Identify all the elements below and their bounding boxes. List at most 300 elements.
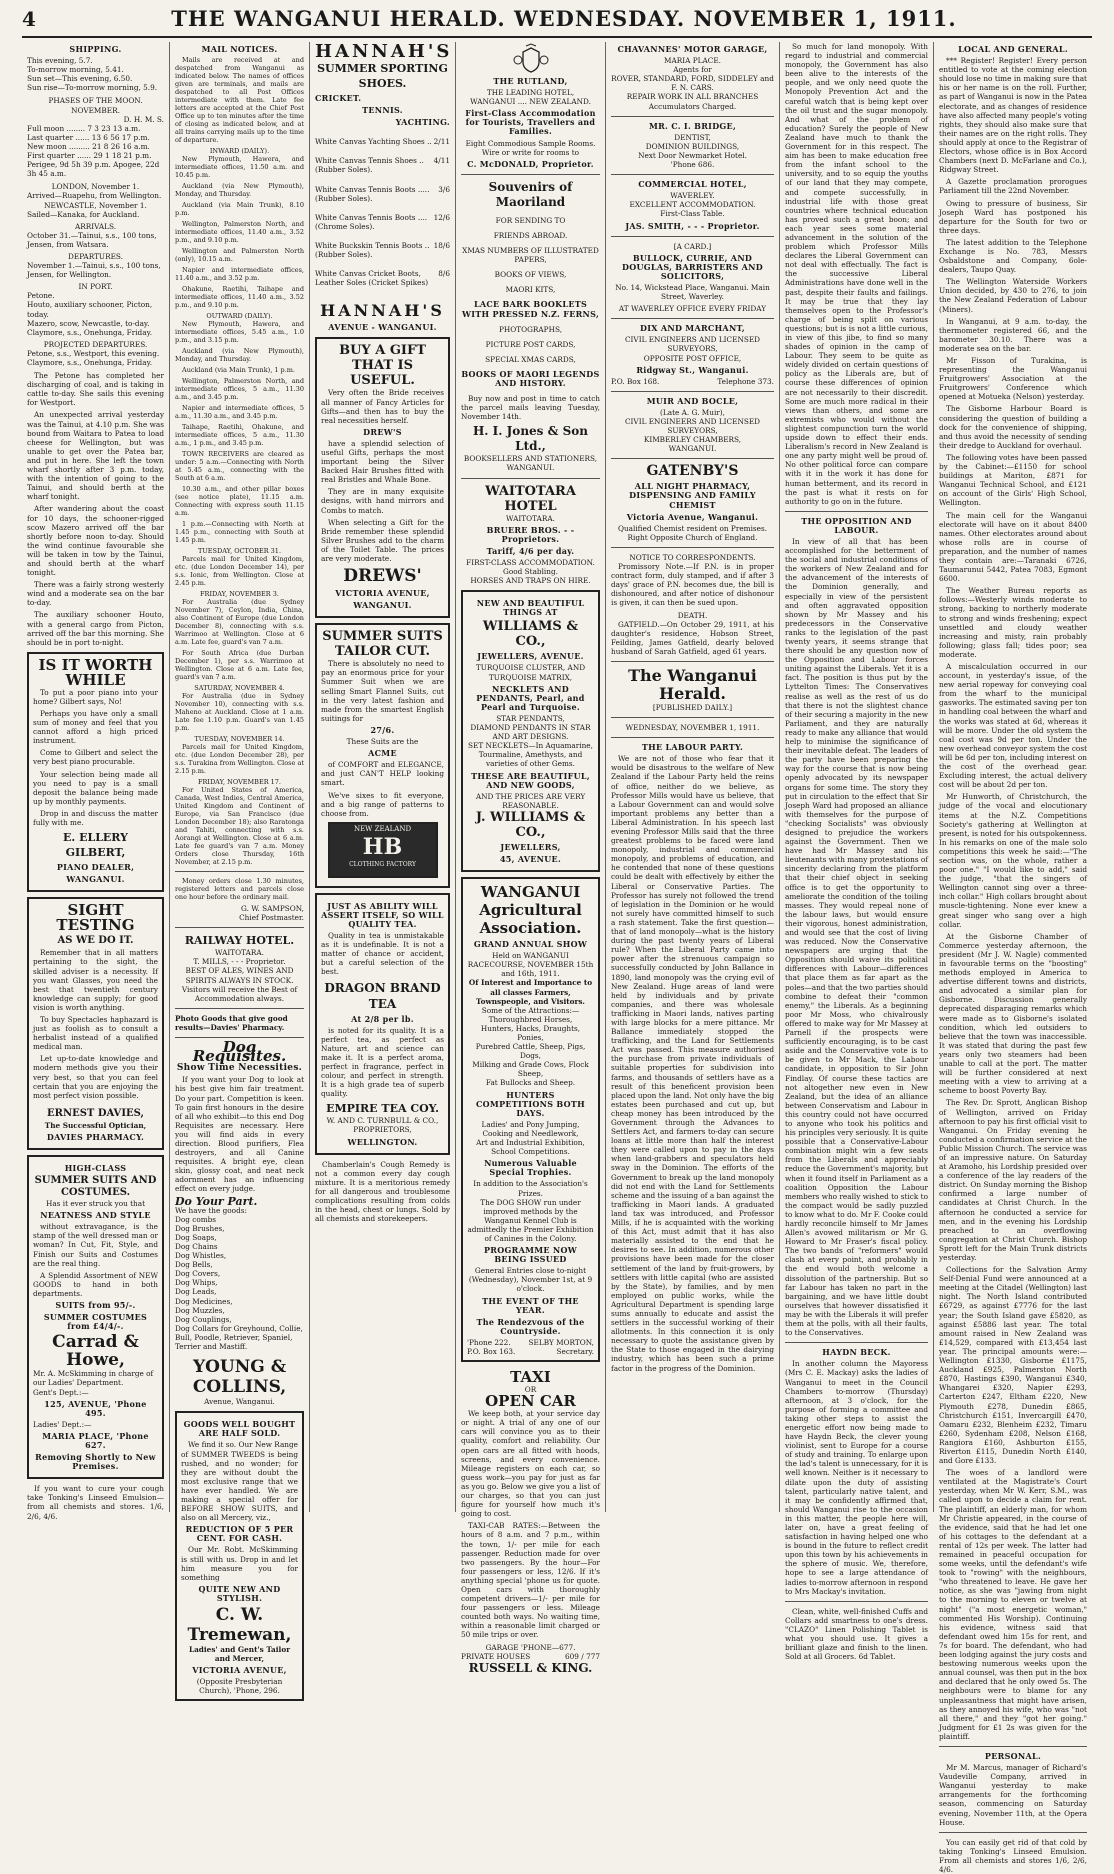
dogs-part: Do Your Part. <box>175 1194 258 1208</box>
piano-para: To put a poor piano into your home? Gilbert says, No! <box>33 687 158 706</box>
bridge-addr: DOMINION BUILDINGS, <box>645 141 740 151</box>
show-line: General Entries close to-night (Wednesday), November 1st, at 9 o'clock. <box>468 1266 593 1294</box>
show-sub: GRAND ANNUAL SHOW <box>473 939 588 950</box>
railway-hotel-town: WAITOTARA. <box>215 948 264 958</box>
rutland-addr: WANGANUI .... NEW ZEALAND. <box>470 97 591 107</box>
local-para: Collections for the Salvation Army Self-Denial Fund were announced at a meeting at the Citadel (Wellington) last night. The North Island contributed £6729, as against £7776 for the last year; the South Island gave £5820, as against £5886 last year. The total amount raised in New Zealand was £14,529, compared with £13,454 last year. The principal amounts were:—Wellington £1330, Gisborne £1175, Auckland £925, Palmerston North £870, Hastings £390, Wanganui £340, Whangarei £320, Napier £293, Carterton £247, Eltham £220, New Plymouth £278, Dunedin £865, Christchurch £151, Invercargill £470, Oamaru £232, Blenheim £232, Timaru £260, Sydenham £208, Nelson £168, Rangiora £160, Ashburton £155, Riverton £115, Dunedin North £140, and Gore £133. <box>939 1265 1087 1466</box>
drews-intro: Very often the Bride receives all manner of Fancy Articles for Gifts—and then has to buy the real necessities herself. <box>321 388 444 425</box>
carrad-addr: Ladies' Dept.:— <box>33 1419 92 1429</box>
williams-advert <box>461 590 600 872</box>
piano-para: Drop in and discuss the matter fully with me. <box>33 808 158 828</box>
column-3 <box>310 42 456 1512</box>
carrad-line: NEATNESS AND STYLE <box>40 1210 151 1221</box>
dix-addr2: Ridgway St., Wanganui. <box>636 364 749 375</box>
piano-dealer-name: E. ELLERY GILBERT, <box>63 831 128 860</box>
tremewan-advert <box>175 1411 304 1701</box>
dix-name: DIX AND MARCHANT, <box>639 323 746 334</box>
personal-heading: PERSONAL. <box>984 1750 1042 1761</box>
carrad-line: Has it ever struck you that <box>45 1199 146 1209</box>
death-heading: DEATH. <box>677 610 708 620</box>
dogs-item: Dog Muzzles, <box>175 1305 225 1315</box>
local-para: At the Gisborne Chamber of Commerce yesterday afternoon, the president (Mr J. W. Nagle) commented in favourable terms on the "boosting" methods employed in America to advertise different towns and districts, and advocated a similar plan for Gisborne. Discussion generally deprecated disparaging remarks which were made as to Gisborne's isolated condition, which led outsiders to believe that the town was inaccessible. It was stated that during the past few years only two steamers had been unable to call at the port. The matter will be further considered at next meeting with a view to arriving at a scheme to boost Poverty Bay. <box>939 931 1087 1096</box>
chamberlain-notice: Chamberlain's Cough Remedy is not a common every day cough mixture. It is a meritorious remedy for all dangerous and troublesome complications resulting from colds in the head, chest or lungs. Sold by all chemists and storekeepers. <box>315 1159 450 1224</box>
correspondents-body: Promissory Note.—If P.N. is in proper contract form, duly stamped, and if after 3 days' grace of P.N. becomes due, the bill is dishonoured, and after notice of dishonour is given, it can then be sued upon. <box>611 562 774 608</box>
show-line: Numerous Valuable Special Trophies. <box>484 1158 577 1178</box>
sight-para: Remember that in all matters pertaining to the sight, the skilled adviser is a necessity. If you want Glasses, you need the best that twentieth century knowledge can supply; for good vision is worth anything. <box>33 948 158 1012</box>
hannah-item: White Canvas Tennis Shoes .. (Rubber Soles). 4/11 <box>315 156 450 175</box>
column-7 <box>934 42 1092 1874</box>
postmaster-title: Chief Postmaster. <box>239 913 304 923</box>
show-line: Thoroughbred Horses, <box>488 1014 573 1024</box>
williams-line: JEWELLERS, AVENUE. <box>477 651 584 662</box>
souvenirs-line: SPECIAL XMAS CARDS, <box>485 354 576 364</box>
shipping-narrative: The Petone has completed her discharging of coal, and is taking in cattle to-day. She sails this evening for Westport. <box>27 371 164 408</box>
piano-para: Come to Gilbert and select the very best piano procurable. <box>33 748 158 767</box>
taxi-private: PRIVATE HOUSES 609 / 777 <box>461 1651 600 1661</box>
souvenirs-line: BOOKS OF MAORI LEGENDS AND HISTORY. <box>461 368 600 388</box>
herald-date: WEDNESDAY, NOVEMBER 1, 1911. <box>625 723 760 733</box>
mail-inward: New Plymouth, Hawera, and intermediate offices, 11.50 a.m. and 10.45 p.m. <box>175 155 304 180</box>
local-para: The woes of a landlord were ventilated at the Magistrate's Court yesterday, when Mr W. Kerr, S.M., was called upon to decide a claim for rent. The plaintiff, an elderly man, for whom Mr Christie appeared, in the course of the evidence, said that he had let one of his cottages to the defendant at a rental of 12s per week. The latter had remained in peaceful occupation for some weeks, until the defendant's wife took to "rowing" with the neighbours, "who threatened to leave. He gave her notice, as she was "jawing from night to the morning to eleven or twelve at night" ("a most energetic woman," commented His Worship). Continuing his evidence, witness said that defendant owed him 15s for rent, and 7s for board. The defendant, who had been lodging against the jury costs and bestowing numerous weeks upon the annual counsel, was then put in the box and declared that he only owed 5s. The neighbours were to blame for any unpleasantness that might have arisen, as they annoyed his wife, who was "not all there," and they "got her going." Judgment for £1 2s was given for the plaintiff. <box>939 1468 1087 1741</box>
bridge-trade: DENTIST, <box>674 132 711 142</box>
show-line: PROGRAMME NOW BEING ISSUED <box>483 1245 578 1265</box>
williams-sub: JEWELLERS, <box>500 841 561 852</box>
hannah-heading: HANNAH'S <box>315 41 453 62</box>
show-advert <box>461 877 600 1362</box>
tremewan-name: C. W. Tremewan, <box>187 1605 292 1645</box>
commercial-prop: JAS. SMITH, - - - Proprietor. <box>625 220 760 231</box>
show-line: The Rendezvous of the Countryside. <box>476 1316 585 1336</box>
show-dates: Held on WANGANUI RACECOURSE, NOVEMBER 15th and 16th, 1911. <box>467 951 594 979</box>
gatenby-sub: ALL NIGHT PHARMACY, DISPENSING AND FAMILY CHEMIST <box>629 481 756 510</box>
muir-town: WANGANUI. <box>668 444 717 454</box>
tremewan-heading: GOODS WELL BOUGHT ARE HALF SOLD. <box>183 1419 296 1439</box>
tea-body2: is noted for its quality. It is a perfect tea, as perfect as Nature, art and science can make it. It is a perfect aroma, perfect in fragrance, perfect in colour, and perfect in strength. It is a high grade tea of superb quality. <box>321 1025 444 1099</box>
moon-note: Perigee, 9d 5h 39 p.m. Apogee, 22d 3h 45 a.m. <box>27 160 160 179</box>
souvenirs-line: MAORI KITS, <box>505 285 556 295</box>
williams-addr: 45, AVENUE. <box>499 853 562 864</box>
optician-place: DAVIES PHARMACY. <box>46 1131 145 1142</box>
piano-advert <box>27 652 164 893</box>
shipping-body-line: IN PORT. <box>78 282 113 292</box>
dogs-item: Dog Couplings, <box>175 1314 232 1324</box>
williams-line: STAR PENDANTS, <box>496 713 565 723</box>
williams-line: SET NECKLETS—In Aquamarine, Tourmaline, Amethysts, and varieties of other Gems. <box>468 741 593 769</box>
local-para: Owing to pressure of business, Sir Joseph Ward has postponed his departure for the South for two or three days. <box>939 198 1087 235</box>
optician-name: ERNEST DAVIES, <box>47 1107 144 1119</box>
railway-hotel-heading: RAILWAY HOTEL. <box>184 934 295 948</box>
commercial-line: EXCELLENT ACCOMMODATION. <box>629 200 756 210</box>
dogs-list-intro: We have the goods: <box>175 1205 247 1215</box>
moon-row: New moon ......... 21 8 26 16 a.m. <box>27 141 150 151</box>
local-para: A Gazette proclamation prorogues Parliament till the 22nd November. <box>939 177 1087 196</box>
hannah-item: White Buckskin Tennis Boots .. (Rubber Soles). 18/6 <box>315 240 450 260</box>
chavannes-addr: MARIA PLACE. <box>664 56 721 66</box>
drews-addr: VICTORIA AVENUE, <box>335 588 430 599</box>
shipping-body-line: DEPARTURES. <box>68 251 123 261</box>
clazo-notice: Clean, white, well-finished Cuffs and Collars add smartness to one's dress. "CLAZO" Linen Polishing Tablet is what you should use. It gives a brilliant glaze and finish to the linen. Sold at all Grocers. 6d Tablet. <box>785 1606 928 1662</box>
hannah-item: White Canvas Tennis Boots .... (Chrome Soles). 12/6 <box>315 212 450 231</box>
hannah-cat: YACHTING. <box>395 117 450 128</box>
hannah-item: White Canvas Yachting Shoes .. 2/11 <box>315 137 450 147</box>
mail-inward: Wellington and Palmerston North (only), 10.15 a.m. <box>175 247 304 264</box>
young-collins-addr: Avenue, Wanganui. <box>204 1397 275 1407</box>
williams-line: THESE ARE BEAUTIFUL, AND NEW GOODS, <box>471 770 590 790</box>
souvenirs-line: PHOTOGRAPHS, <box>498 324 563 334</box>
bullock-addr: No. 14, Wickstead Place, Wanganui. Main Street, Waverley. <box>615 282 770 302</box>
shipping-body-line: Houto, auxiliary schooner, Picton, today. <box>27 300 153 319</box>
rutland-line: First-Class Accommodation for Tourists, Travellers and Families. <box>465 108 596 137</box>
outward-heading: OUTWARD (DAILY). <box>206 312 273 321</box>
hannah-cat: CRICKET. <box>315 93 362 103</box>
mail-inward: Ohakune, Raetihi, Taihape and intermediate offices, 11.40 a.m., 3.52 p.m., and 9.10 p.m. <box>175 285 304 310</box>
shipping-narrative: An unexpected arrival yesterday was the Tainui, at 4.10 p.m. She was bound from Waitara to Patea to load cheese for Wellington, but was unable to get over the Patea bar, and put in here. She left the town wharf shortly after 3 p.m. today, with the intention of going to the Tainui, and should berth at the wharf tonight. <box>27 410 164 502</box>
commercial-town: WAVERLEY. <box>670 191 715 201</box>
carrad-firm: Carrad & Howe, <box>52 1332 139 1371</box>
tailor-price: 27/6. <box>370 724 395 735</box>
sight-advert <box>27 897 164 1150</box>
shipping-body-line: Petone. <box>27 291 55 301</box>
bridge-phone: 'Phone 686. <box>670 160 715 170</box>
dix-trade: CIVIL ENGINEERS AND LICENSED SURVEYORS, <box>624 335 761 354</box>
overseas-line: SATURDAY, NOVEMBER 4. <box>194 684 285 693</box>
chavannes-line: REPAIR WORK IN ALL BRANCHES <box>626 92 759 102</box>
dogs-item: Dog Bells, <box>175 1260 213 1270</box>
column-5 <box>606 42 780 1512</box>
piano-heading: IS IT WORTH WHILE <box>38 655 153 689</box>
tremewan-body: We find it so. Our New Range of SUMMER TWEEDS is being rushed, and no wonder; for they are without doubt the most exclusive range that we have ever handled. We are making a special offer for BEFORE SHOW SUITS, and also on all Mercery, viz., <box>181 1440 298 1523</box>
labour-heading: THE LABOUR PARTY. <box>641 742 744 753</box>
local-para: In Wanganui, at 9 a.m. to-day, the thermometer registered 66, and the barometer 30.10. There was a moderate sea on the bar. <box>939 316 1087 353</box>
tea-body: Quality in tea is unmistakable as it is undefinable. It is not a matter of chance or accident, but a careful selection of the best. <box>321 931 444 977</box>
local-para: Mr Hunworth, of Christchurch, the judge of the vocal and elocutionary items at the N.Z. Competitions Society's gathering at Wellington at present, is noted for his outspokenness. In his remarks on one of the male solo competitions this week he said:—"The section was, on the whole, rather a poor one." "I would like to add," said the judge, "that the singers of Wellington cannot sing over a three-inch collar." High collars brought about muscle-tightening. None ever knew a great singer who sang over a high collar. <box>939 792 1087 929</box>
chavannes-line: Accumulators Charged. <box>648 101 737 111</box>
tea-advert <box>315 893 450 1155</box>
bridge-addr2: Next Door Newmarket Hotel. <box>638 150 747 160</box>
column-4 <box>456 42 606 1675</box>
show-line: HUNTERS COMPETITIONS BOTH DAYS. <box>475 1089 586 1118</box>
show-line: THE EVENT OF THE YEAR. <box>482 1295 579 1315</box>
young-collins-firm: YOUNG & COLLINS, <box>192 1357 287 1398</box>
williams-name: WILLIAMS & CO., <box>482 619 579 650</box>
overseas-line: For South Africa (due Durban December 1), per s.s. Warrimoo at Wellington. Close at 6 a.m. Late fee, guard's van 7 a.m. <box>175 649 304 682</box>
show-line: Hunters, Hacks, Draughts, Ponies, <box>480 1023 581 1042</box>
overseas-line: FRIDAY, NOVEMBER 3. <box>200 590 279 599</box>
railway-hotel-line: BEST OF ALES, WINES AND SPIRITS ALWAYS IN STOCK. <box>185 966 294 985</box>
local-para: The Weather Bureau reports as follows:—Westerly winds moderate to strong, backing to northerly moderate to strong and winds freshening; expect unsettled and cloudy weather increasing and misty, rain probably following; glass fall; tides poor; sea moderate. <box>939 586 1087 659</box>
carrad-line: without extravagance, is the stamp of the well dressed man or woman? In Cut, Fit, Style, and Finish our Suits and Costumes are the real thing. <box>33 1222 158 1268</box>
tea-owners: W. AND C. TURNBULL & CO., <box>326 1116 439 1126</box>
souvenirs-line: BOOKS OF VIEWS, <box>494 270 567 280</box>
souvenirs-note: Buy now and post in time to catch the parcel mails leaving Tuesday, November 14th. <box>461 394 600 422</box>
bridge-name: MR. C. I. BRIDGE, <box>648 120 737 131</box>
drews-town: WANGANUI. <box>353 600 412 611</box>
tailor-advert <box>315 623 450 888</box>
waitotara-line: HORSES AND TRAPS ON HIRE. <box>470 576 591 586</box>
coat-of-arms-icon <box>512 44 550 74</box>
souvenirs-heading: Souvenirs of Maoriland <box>488 179 573 209</box>
drews-heading: BUY A GIFT THAT IS USEFUL. <box>339 343 426 389</box>
mail-outward: Napier and intermediate offices, 5 a.m., 11.30 a.m., and 3.45 p.m. <box>175 404 304 421</box>
mail-heading: MAIL NOTICES. <box>201 44 278 54</box>
drews-advert <box>315 337 450 618</box>
hannah-footer: HANNAH'S <box>320 301 445 321</box>
tea-heading: JUST AS ABILITY WILL ASSERT ITSELF, SO WILL QUALITY TEA. <box>321 900 444 929</box>
overseas-line: FRIDAY, NOVEMBER 17. <box>197 778 281 787</box>
opposition-heading: THE OPPOSITION AND LABOUR. <box>801 515 912 535</box>
local-para: The Rev. Dr. Sprott, Anglican Bishop of Wellington, arrived on Friday afternoon to pay his first official visit to Wanganui. On Friday evening he conducted a confirmation service at the Public Mission Church. The service was of an impressive nature. On Saturday at Aramoho, his Lordship presided over a conference of the lay readers of the district. On Sunday morning the Bishop confirmed a large number of candidates at Christ Church. In the afternoon he conducted a service for men, and in the evening his Lordship preached to an overflowing congregation at Christ Church. Bishop Sprott left for the Main Trunk districts yesterday. <box>939 1098 1087 1262</box>
overseas-line: Parcels mail for United Kingdom, etc. (due London December 28), per s.s. Turakina from Wellington. Close at 2.15 p.m. <box>175 743 304 776</box>
shipping-body-line: NEWCASTLE, November 1. <box>44 200 147 210</box>
taxi-or: OR <box>524 1385 537 1395</box>
dogs-item: Dog Brushes, <box>175 1223 225 1233</box>
local-para: The main cell for the Wanganui electorate will have on it about 8400 names. Other electorates around about whose rolls are in course of preparation, and the number of names they contain are:—Taranaki 6726, Taumarunui 5442, Patea 7083, Egmont 6600. <box>939 510 1087 584</box>
mail-outward: Wellington, Palmerston North, and intermediate offices, 5 a.m., 11.30 a.m., and 3.45 p.m. <box>175 377 304 402</box>
drews-name: DREWS' <box>343 566 422 587</box>
hannah-cat: TENNIS. <box>362 105 403 116</box>
commercial-heading: COMMERCIAL HOTEL, <box>638 179 747 190</box>
moon-columns: D. H. M. S. <box>123 114 164 124</box>
mail-inward: Napier and intermediate offices, 11.40 a.m., and 3.52 p.m. <box>175 266 304 283</box>
overseas-line: For Australia (due in Sydney November 10), connecting with s.s. Maheno at Auckland. Close at 1 a.m. Late fee 1.10 p.m. Guard's van 1.45 p.m. <box>175 692 304 733</box>
death-notice: GATFIELD.—On October 29, 1911, at his daughter's residence, Hobson Street, Feilding, James Gatfield, dearly beloved husband of Sarah Gatfield, aged 61 years. <box>611 619 774 656</box>
tremewan-addr: VICTORIA AVENUE, <box>192 1665 287 1676</box>
jones-town: WANGANUI. <box>506 463 555 473</box>
carrad-line: A Splendid Assortment of NEW GOODS to hand in both departments. <box>33 1270 158 1298</box>
dogs-item: Dog Medicines, <box>175 1296 233 1306</box>
tailor-heading: SUMMER SUITS TAILOR CUT. <box>322 629 443 660</box>
bullock-waverley: AT WAVERLEY OFFICE EVERY FRIDAY <box>618 304 767 314</box>
rutland-name: THE RUTLAND, <box>493 76 568 86</box>
taxi-sub: OPEN CAR <box>485 1392 576 1411</box>
shipping-body-line: Mazero, scow, Newcastle, to-day. <box>27 318 150 328</box>
overseas-line: For Australia (due Sydney November 7), Ceylon, India, China, also Continent of Europe (due London December 8), connecting with s.s. Warrimoo at Wellington. Close at 6 a.m. Late fee, guard's van 7 a.m. <box>175 598 304 647</box>
inward-heading: INWARD (DAILY). <box>209 147 270 156</box>
waitotara-line: Tariff, 4/6 per day. <box>486 545 575 556</box>
gatenby-addr: Victoria Avenue, Wanganui. <box>626 511 759 522</box>
tailor-acme: ACME <box>368 748 397 759</box>
chavannes-heading: CHAVANNES' MOTOR GARAGE, <box>617 44 768 54</box>
piano-para: Perhaps you have only a small sum of money and feel that you cannot afford a high priced instrument. <box>33 709 158 746</box>
dogs-item: Dog Chains <box>175 1242 218 1251</box>
shipping-line: Sun set—This evening, 6.50. <box>27 74 133 84</box>
dogs-item: Dog Collars for Greyhound, Collie, Bull, Poodle, Retriever, Spaniel, Terrier and Mastiff. <box>175 1323 303 1352</box>
shipping-body-line: Claymore, s.s., Onehunga, Friday. <box>27 327 153 337</box>
overseas-line: For United States of America, Canada, West Indies, Central America, United Kingdom and Continent of Europe, via San Francisco (due London December 18); also Raratonga and Tahiti, connecting with s.s. Aorangi at Wellington. Close at 6 a.m. Late fee guard's van 7 a.m. Money Orders close Thursday, 16th November, at 2.15 p.m. <box>175 786 304 867</box>
carrad-addr: Gent's Dept.:— <box>33 1387 89 1397</box>
optician-trade: The Successful Optician, <box>44 1120 147 1130</box>
dogs-item: Dog Whistles, <box>175 1251 227 1261</box>
hannah-item: White Canvas Tennis Boots ..... (Rubber Soles). 3/6 <box>315 184 450 203</box>
williams-line: AND THE PRICES ARE VERY REASONABLE. <box>475 791 586 810</box>
drews-body3: When selecting a Gift for the Bride remember these splendid Silver Brushes add to the charm of the Toilet Table. The prices are very moderate. <box>321 517 444 563</box>
labour-para: We are not of those who fear that it would be disastrous to the welfare of New Zealand if the Labour Party held the reins of office, neither do we believe, as Professor Mills would have us believe, that a Labour Government can and would solve important problems any better than a Liberal Administration. In his speech last evening Professor Mills said that the three greatest problems to be faced were land monopoly, industrial and commercial monopoly, and problems of education, and he contended that none of these questions could be dealt with effectively by either the Liberal or Conservative Parties. The Professor has surely not followed the trend of legislation in the Dominion or he would not surely have committed himself to such a rash statement. Take the first question—that of land monopoly—what is the history during the past twenty years of Liberal rule? When the Liberal Party came into power after the strenuous campaign so successfully conducted by John Ballance in 1890, land monopoly was the crying evil of New Zealand. Huge areas of land were held by individuals and by private companies, and there was wholesale trafficking in Maori lands, natives parting with large blocks for a mere pittance. Mr Ballance immediately stopped the trafficking, and the Land for Settlements Act was passed. This measure authorised the purchase from private individuals of suitable properties for subdivision into farms, and thousands of settlers have as a result of this beneficent provision been placed upon the land. Not only have the big estates been purchased and cut up, but cheap money has been introduced by the Government through the Advances to Settlers Act, and farmers to-day can secure loans at little more than half the interest they were called upon to pay in the days when land-grabbers and speculators held sway in the Dominion. The efforts of the Government to break up the land monopoly did not end with the Land for Settlements scheme and the issuing of a ban against the trafficking in Maori lands. A graduated land tax was introduced, and Professor Mills, if he is acquainted with the working of this Act, must admit that it has also materially assisted to the end that he desires to see. In addition, numerous other provisions have been made for the closer settlement of the land by fruit-growers, by settlers with little capital (who are assisted by the State), by families, and by men employed on public works, while the Agricultural Department is spending large sums annually to educate and assist the settlers in the successful working of their allotments. In this connection it is only necessary to quote the assistance given by the State to those engaged in the dairying industry, which has been such a prime factor in the progress of the Dominion. <box>611 754 774 1373</box>
taxi-body: We keep both, at your service day or night. A trial of any one of our cars will convince you as to their quality, comfort and reliability. Our open cars are all fitted with hoods, screens, and every convenience. Mileage registers on each car, so guess work—you pay for just as far as you go. Below we give you a list of our charges, so that you can just figure for yourself how much it's going to cost. <box>461 1409 600 1519</box>
carrad-addr: 125, AVENUE, 'Phone 495. <box>44 1398 147 1418</box>
labour-para: So much for land monopoly. With regard to industrial and commercial monopoly, the Government has also been alive to the interests of the people, and we only need quote the Monopoly Prevention Act and the careful watch that is being kept over the oil trust and the sugar monopoly. And what of the problem of education? Surely the people of New Zealand have much to thank the Government for in this respect. The aim has been to make education free from the infant school to the university, and to so equip the youths of our land that they may compete, and compete successfully, in industrial life with those great countries where technical education has proved such a great boon; and each year sees some material advancement in the solution of the problem which Professor Mills declares the Liberal Government can not deal with effectually. The fact is the successive Liberal Administrations have done well in the past, despite their faults and failings. It may be true that they lay themselves open to the Professor's charge of being split on various questions; but is is not a little curious, in view of this jibe, to find so many shades of opinion in the camp of Labour. They seem to be quite as widely divided on certain questions of policy as the Liberals are, but of course these differences of opinion are not necessarily to their discredit. Some are much more radical in their views than others, and some are extremists who would without the slightest compunction turn the world upside down to effect their ends. Liberalism's record in New Zealand is one any party might well be proud of. No other political force can compare with it in the work it has done for human betterment, and its record in the past is what it rests on for authority to go on in the future. <box>785 42 928 506</box>
local-para: Mr Fisson of Turakina, is representing the Wanganui Fruitgrowers' Association at the Fruitgrowers' Conference which opened at Motueka (Nelson) yesterday. <box>939 356 1087 402</box>
show-line: Purebred Cattle, Sheep, Pigs, Dogs, <box>475 1042 586 1061</box>
column-1 <box>22 42 170 1521</box>
mail-outward: Taihape, Raetihi, Ohakune, and intermediate offices, 5 a.m., 11.30 a.m., 1 p.m., and 3.45 p.m. <box>175 423 304 448</box>
waitotara-line: FIRST-CLASS ACCOMMODATION. <box>466 557 595 567</box>
opposition-para: In view of all that has been accomplished for the betterment of the social and industrial conditions of the workers of New Zealand and for the advancement of the interests of the Dominion generally, and especially in view of the persistent and often aggravated opposition shown by Mr Massey and his predecessors in the Conservative ranks to the legislation of the past twenty years, it seems strange that there should be any question now of the Opposition and Labour forces uniting against the Liberals. Yet it is a fact. The position is thus put by the Lyttelton Times: The Conservatives realise as well as the rest of us do that there is not the slightest chance of their securing a majority in the new Parliament, and they are naturally ready to make any alliance that would help to minimise the significance of their inevitable defeat. The leaders of the party have been preparing the way for the course that is now being openly advocated by its newspaper organs for some time. The story they put in circulation to the effect that Sir Joseph Ward had proposed an alliance with themselves for the purpose of "checking Socialists" was obviously designed to prejudice the workers against the Government. Then we have had Mr Massey and his lieutenants with many protestations of sincerity declaring from the platform that their chief object in seeking office is to get the opportunity to ameliorate the condition of the toiling masses. They would repeal none of the labour laws, but would ensure their vigorous, honest administration, and would see that the cost of living was reduced. Now the Conservative newspapers are urging that the Opposition should waive its political differences with Labour—differences that place them as far apart as the poles—and that the two parties should combine to defeat their "common enemy," the Liberals. As a beginning poor Mr Moss, who chivalrously offered to make way for Mr Massey at Parnell if the prospects were sufficiently encouraging, is to be cast aside and the Conservative vote is to be given to Mr Mack, the Labour candidate, in opposition to Sir John Findlay. Of course these tactics are not altogether new even in New Zealand, but the idea of an alliance between Conservatism and Labour in this country could not have occurred to anyone who took his politics and his principles very seriously. It is quite possible that a Conservative-Labour combination might win a few seats from the Liberals and appreciably reduce the Government's majority, but when it found itself in Parliament as a coalition Opposition the Labour members who really wished to stick to the compact would be sadly puzzled to know what to do. Mr F. Cooke could hardly reconcile himself to Mr James Allen's avowed militarism or Mr G. Howard to Mr Fraser's fiscal policy. The two bands of "reformers" would clash at every point, and probably in the end would both welcome a dissolution of the partnership. But so far Labour has taken no part in the bargaining, and we have little doubt ourselves that however dissatisfied it may be with the Liberals it will prefer them at the polls, with all their faults, to the Conservatives. <box>785 536 928 1338</box>
local-para: The Wellington Waterside Workers Union decided, by 430 to 276, to join the New Zealand Federation of Labour (Miners). <box>939 277 1087 314</box>
column-2 <box>170 42 310 1696</box>
shipping-body-line: Claymore, s.s., Onehunga, Friday. <box>27 358 153 367</box>
sight-sub: AS WE DO IT. <box>57 935 134 947</box>
jones-trade: BOOKSELLERS AND STATIONERS, <box>463 454 598 464</box>
show-contact: P.O. Box 163. Secretary. <box>467 1347 594 1356</box>
commercial-line: First-Class Table. <box>660 209 725 219</box>
shipping-body-line: October 31.—Tainui, s.s., 100 tons, Jensen, from Watsara. <box>27 230 157 249</box>
moon-month: NOVEMBER. <box>71 105 120 115</box>
shipping-heading: SHIPPING. <box>69 44 122 54</box>
dogs-heading: Dog Requisites. <box>192 1038 287 1066</box>
tremewan-body2: Our Mr. Robt. McSkimming is still with us. Drop in and let him measure you for something <box>181 1545 298 1582</box>
hannah-addr: AVENUE - WANGANUI. <box>328 322 437 333</box>
dogs-sub: Show Time Necessities. <box>176 1063 303 1074</box>
tea-title: PROPRIETORS, <box>353 1125 412 1135</box>
shipping-line: To-morrow morning, 5.41. <box>27 65 124 75</box>
williams-heading: NEW AND BEAUTIFUL THINGS AT <box>476 598 585 618</box>
souvenirs-line: LACE BARK BOOKLETS WITH PRESSED N.Z. FERNS, <box>461 299 600 319</box>
personal-body: Mr M. Marcus, manager of Richard's Vaudeville Company, arrived in Wanganui yesterday to make arrangements for the forthcoming season, commencing on Saturday evening, November 11th, at the Opera House. <box>939 1763 1087 1827</box>
williams-footer: J. WILLIAMS & CO., <box>475 809 586 840</box>
chavannes-line: ROVER, STANDARD, FORD, SIDDELEY and F. N. CARS. <box>611 74 774 93</box>
carrad-pre: HIGH-CLASS <box>64 1163 127 1173</box>
shipping-body-line: Sailed—Kanaka, for Auckland. <box>27 209 140 219</box>
shipping-narrative: There was a fairly strong westerly wind and a moderate sea on the bar to-day. <box>27 580 164 608</box>
sight-para: Let up-to-date knowledge and modern methods give you their very best, so that you can feel certain that you are enjoying the most perfect vision possible. <box>33 1054 158 1100</box>
haydn-heading: HAYDN BECK. <box>822 1347 891 1358</box>
mail-outward: 1 p.m.—Connecting with North at 1.45 p.m., connecting with South at 1.45 p.m. <box>175 520 304 545</box>
overseas-line: Money orders close 1.30 minutes, registered letters and parcels close one hour before the ordinary mail. <box>175 877 304 902</box>
railway-hotel-line: Visitors will receive the Best of Accommodation always. <box>181 984 298 1003</box>
tea-price: At 2/8 per lb. <box>351 1013 414 1024</box>
taxi-firm: RUSSELL & KING. <box>468 1660 593 1675</box>
sight-heading: SIGHT TESTING <box>56 901 135 935</box>
show-line: Art and Industrial Exhibition, <box>476 1138 585 1148</box>
correspondents-heading: NOTICE TO CORRESPONDENTS. <box>629 552 756 562</box>
show-line: Some of the Attractions:— <box>481 1005 580 1015</box>
dix-contact: P.O. Box 168. Telephone 373. <box>611 376 774 386</box>
page-number: 4 <box>22 7 36 31</box>
show-line: School Competitions. <box>491 1147 570 1157</box>
taxi-garage-phone: GARAGE 'PHONE—677. <box>485 1642 576 1652</box>
shipping-line: Sun rise—To-morrow morning, 5.9. <box>27 83 158 93</box>
williams-line: NECKLETS AND PENDANTS, Pearl, and Pearl and Turquoise. <box>476 683 585 712</box>
tea-brand: DRAGON BRAND TEA <box>324 980 441 1011</box>
show-body: Of Interest and Importance to all classes Farmers, Townspeople, and Visitors. <box>468 978 593 1006</box>
moon-heading: PHASES OF THE MOON. <box>48 96 143 106</box>
drews-body2: They are in many exquisite designs, with hand mirrors and Combs to match. <box>321 487 444 515</box>
carrad-line: SUITS from 95/-. <box>55 1300 136 1311</box>
carrad-line: SUMMER COSTUMES from £4/4/-. <box>43 1312 148 1332</box>
local-para: The latest addition to the Telephone Exchange is No. 783, Messrs Osbaldstone and Company, 6ole-dealers, Taupo Quay. <box>939 237 1087 275</box>
shipping-body-line: PROJECTED DEPARTURES. <box>43 339 148 349</box>
tea-firm: EMPIRE TEA COY. <box>326 1102 439 1116</box>
show-line: Cooking and Needlework, <box>482 1128 579 1138</box>
tailor-body2: of COMFORT and ELEGANCE, and just CAN'T HELP looking smart. <box>321 760 444 788</box>
newspaper-title: THE WANGANUI HERALD. WEDNESDAY. NOVEMBER 1, 1911. <box>171 6 957 31</box>
williams-line: TURQUOISE CLUSTER, AND TURQUOISE MATRIX, <box>475 663 586 682</box>
souvenirs-line: XMAS NUMBERS OF ILLUSTRATED PAPERS, <box>462 246 599 265</box>
tailor-sub: These Suits are the <box>346 737 419 747</box>
show-line: In addition to the Association's Prizes. <box>473 1179 588 1198</box>
masthead <box>22 6 1092 38</box>
muir-name: MUIR AND BOCLE, <box>646 395 739 406</box>
piano-town: WANGANUI. <box>66 874 125 885</box>
overseas-line: TUESDAY, OCTOBER 31. <box>197 547 282 556</box>
hannah-sub: SUMMER SPORTING SHOES. <box>317 62 448 90</box>
carrad-heading: SUMMER SUITS AND COSTUMES. <box>34 1175 157 1199</box>
local-para: The following votes have been passed by the Cabinet:—£1150 for school buildings at Mariton, £871 for Wanganui Technical School, and £121 on account of the Girls' High School, Wellington. <box>939 452 1087 508</box>
drews-sub: DREW'S <box>363 426 402 437</box>
gatenby-body: Qualified Chemist resident on Premises. Right Opposite Church of England. <box>617 523 768 542</box>
rutland-line: Eight Commodious Sample Rooms. <box>465 138 596 148</box>
piano-trade: PIANO DEALER, <box>56 862 135 873</box>
local-heading: LOCAL AND GENERAL. <box>958 44 1068 54</box>
mail-inward: Wellington, Palmerston North, and intermediate offices, 11.40 a.m., 3.52 p.m., and 9.10 p.m. <box>175 220 304 245</box>
tremewan-tag: QUITE NEW AND STYLISH. <box>198 1583 281 1603</box>
overseas-line: Parcels mail for United Kingdom, etc. (due London December 14), per s.s. Ionic, from Wellington. Close at 2.45 p.m. <box>175 555 304 588</box>
linseed-notice: You can easily get rid of that cold by taking Tonking's Linseed Emulsion. From all chemists and stores 1/6, 2/6, 4/6. <box>939 1837 1087 1874</box>
shipping-body-line: LONDON, November 1. <box>51 182 140 192</box>
show-line: Fat Bullocks and Sheep. <box>485 1078 576 1088</box>
tremewan-offer: REDUCTION OF 5 PER CENT. FOR CASH. <box>185 1524 294 1544</box>
dogs-item: Dog combs <box>175 1214 217 1224</box>
bullock-tag: [A CARD.] <box>673 241 712 251</box>
carrad-addr: Removing Shortly to New Premises. <box>35 1452 156 1472</box>
herald-title: The Wanganui Herald. <box>628 665 757 703</box>
mail-inward: Auckland (via New Plymouth), Monday, and Thursday. <box>175 182 304 199</box>
haydn-body: In another column the Mayoress (Mrs C. E. Mackay) asks the ladies of Wanganui to meet in the Council Chambers to-morrow (Thursday) afternoon, at 3 o'clock, for the purpose of forming a committee and taking other steps to assist the energetic effort now being made to have Haydn Beck, the clever young violinist, sent to Europe for a course of study and training. To enlarge upon the lad's talent is unnecessary, for it is well known. Neither is it necessary to dilate upon the duty of assisting talent, particularly native talent, and it may be confidently affirmed that, should Wanganui rise to the occasion in this matter, the people here will, later on, have a great feeling of satisfaction in having helped one who is bound in the future to reflect credit upon this town by his achievements in the sphere of music. We, therefore, hope to see a large attendance of ladies to-morrow afternoon in respond to Mrs Mackay's invitation. <box>785 1359 928 1596</box>
local-para: A miscalculation occurred in our account, in yesterday's issue, of the new aerial ropeway for conveying coal from the wharf to the municipal gasworks. The estimated saving per ton in handling coal between the wharf and the works was stated at 6d, whereas it will be more. Under the old system the coal cost was 9d per ton. Under the new overhead conveyor system the cost will be 6d per ton, including interest on the cost of the overhead gear. Excluding interest, the actual delivery cost will be about 2d per ton. <box>939 662 1087 790</box>
show-contact: 'Phone 222. SELBY MORTON, <box>467 1337 594 1347</box>
mail-outward: TOWN RECEIVERS are cleared as under: 5 a.m.—Connecting with North at 5.45 a.m., connecting with the South at 6 a.m. <box>175 450 304 483</box>
postmaster-name: G. W. SAMPSON, <box>241 904 304 914</box>
mail-outward: Auckland (via New Plymouth), Monday, and Thursday. <box>175 347 304 364</box>
sight-para: To buy Spectacles haphazard is just as foolish as to consult a herbalist instead of a qualified medical man. <box>33 1014 158 1052</box>
mail-intro: Mails are received at and despatched from Wanganui as indicated below. The names of offices given are terminals, and mails are despatched to all Post Offices intermediate with them. Late fee letters are accepted at the Chief Post Office up to ten minutes after the time of closing as indicated below, and at all trains carrying mails up to the time of departure. <box>175 56 304 145</box>
muir-addr: KIMBERLEY CHAMBERS, <box>643 435 742 445</box>
mail-outward: Auckland (via Main Trunk), 1 p.m. <box>182 366 295 375</box>
tailor-body: There is absolutely no need to pay an enormous price for your Summer Suit when we are selling Smart Flannel Suits, cut in the very latest fashion and made from the smartest English suitings for <box>321 659 444 723</box>
souvenirs-line: FOR SENDING TO <box>495 215 566 225</box>
tailor-body3: We've sixes to fit everyone, and a big range of patterns to choose from. <box>321 790 444 818</box>
herald-tag: [PUBLISHED DAILY.] <box>652 702 733 712</box>
dogs-body: If you want your Dog to look at his best give him fair treatment. Do your part. Competition is keen. To gain first honours in the desire of all who exhibit—to this end Dog Requisites are necessary. Here you will find aids in every direction. Blood purifiers, Flea destroyers, and all Canine requisites. A bright eye, clean skin, glossy coat, and neat neck adornment has an influencing effect on every judge. <box>175 1075 304 1194</box>
shipping-narrative: After wandering about the coast for 10 days, the schooner-rigged scow Mazero arrived off the bar shortly before noon to-day. Should the wind continue favourable she will be taken in tow by the Tainui, and should berth at the wharf tonight. <box>27 504 164 578</box>
photo-goods-line: Photo Goods that give good results—Davies' Pharmacy. <box>175 1013 288 1032</box>
show-heading: WANGANUI Agricultural Association. <box>479 883 582 938</box>
bullock-name: BULLOCK, CURRIE, AND DOUGLAS, BARRISTERS AND SOLICITORS, <box>621 252 763 281</box>
local-para: *** Register! Register! Every person entitled to vote at the coming election should lose no time in making sure that his or her name is on the roll. Further, as part of Wanganui is now in the Patea electorate, and as changes of residence have also affected many people's voting rights, they should also make sure that their names are on the right rolls. They should apply at once to the Registrar of Electors, whose office is in Box Accord Chambers (next D. McFarlane and Co.), Ridgway Street. <box>939 56 1087 175</box>
hb-clothing-logo: NEW ZEALAND HB CLOTHING FACTORY <box>328 822 438 878</box>
rutland-line: Wire or write for rooms to <box>481 147 580 157</box>
carrad-addr: MARIA PLACE, 'Phone 627. <box>42 1430 149 1450</box>
taxi-heading: TAXI <box>510 1368 551 1387</box>
shipping-body-line: ARRIVALS. <box>74 221 117 231</box>
williams-line: DIAMOND PENDANTS IN STAR AND ART DESIGNS. <box>470 723 591 742</box>
show-line: Ladies' and Pony Jumping, <box>481 1119 580 1129</box>
tea-town: WELLINGTON. <box>347 1136 418 1147</box>
mail-outward: 10.30 a.m., and other pillar boxes (see notice plate), 11.15 a.m. Connecting with express south 11.15 a.m. <box>175 485 304 518</box>
dogs-item: Dog Soaps, <box>175 1232 217 1242</box>
overseas-line: TUESDAY, NOVEMBER 14. <box>194 735 285 744</box>
piano-para: Your selection being made all you need to pay is a small deposit the balance being made up by monthly payments. <box>33 769 158 806</box>
